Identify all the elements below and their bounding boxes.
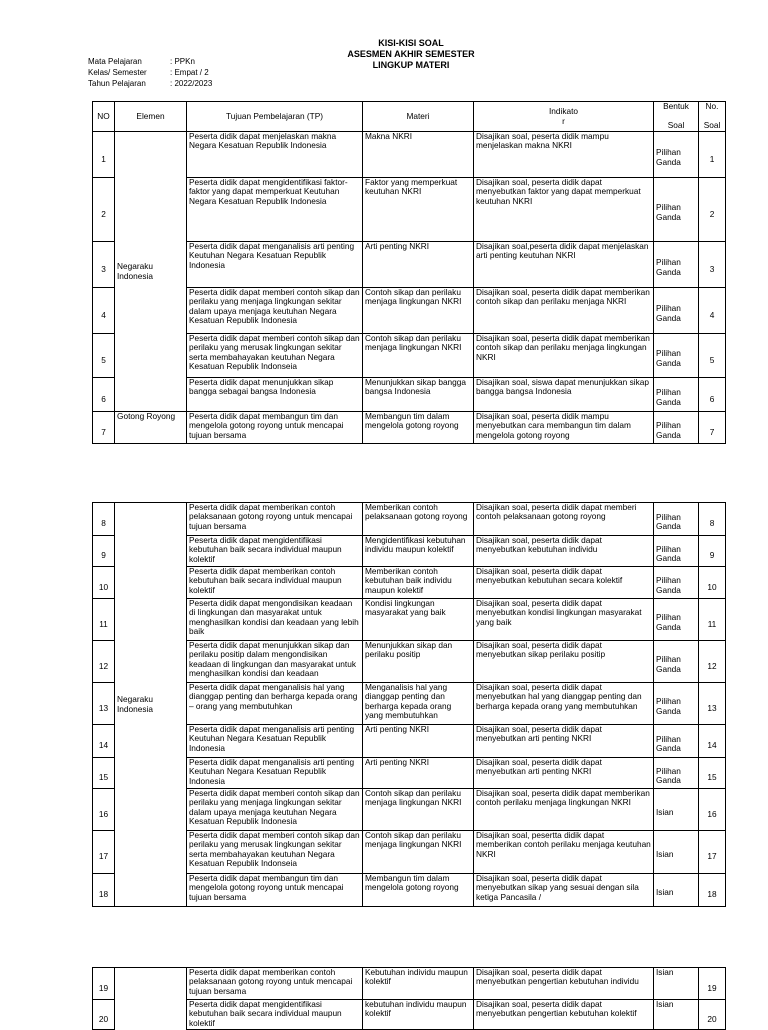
table-row bbox=[93, 288, 726, 334]
cell-no: 9 bbox=[93, 536, 115, 567]
cell-materi: Contoh sikap dan perilaku menjaga lingkungan NKRI bbox=[363, 334, 474, 378]
table-row bbox=[93, 178, 726, 242]
cell-indikator: Disajikan soal, peserta didik dapat memberikan contoh sikap dan perilaku menjaga NKRI bbox=[474, 288, 654, 334]
cell-bentuk: Isian bbox=[654, 789, 699, 831]
meta-value: : PPKn bbox=[170, 57, 195, 66]
cell-indikator: Disajikan soal, peserta didik dapat menyebutkan pengertian kebutuhan individu bbox=[474, 968, 654, 1000]
cell-no: 16 bbox=[93, 789, 115, 831]
cell-indikator: Disajikan soal, peserta didik dapat memberikan contoh sikap dan perilaku menjaga lingkungan NKRI bbox=[474, 334, 654, 378]
meta-value: : Empat / 2 bbox=[170, 68, 209, 77]
table-row bbox=[93, 683, 726, 725]
cell-indikator: Disajikan soal, peserta didik dapat menyebutkan hal yang dianggap penting dan berharga kepada orang yang membutuhkan bbox=[474, 683, 654, 725]
cell-nosoal: 1 bbox=[699, 132, 726, 178]
cell-elemen bbox=[115, 968, 187, 1030]
cell-no: 10 bbox=[93, 567, 115, 599]
cell-indikator: Disajikan soal, peserta didik mampu menyebutkan cara membangun tim dalam mengelola gotong royong bbox=[474, 412, 654, 444]
cell-indikator: Disajikan soal, peserta didik dapat menyebutkan kebutuhan individu bbox=[474, 536, 654, 567]
cell-indikator: Disajikan soal, peserta didik dapat menyebutkan kondisi lingkungan masyarakat yang baik bbox=[474, 599, 654, 641]
table-row bbox=[93, 789, 726, 831]
cell-indikator: Disajikan soal, siswa dapat menunjukkan sikap bangga bangsa Indonesia bbox=[474, 378, 654, 412]
meta-label: Kelas/ Semester bbox=[88, 68, 147, 77]
cell-indikator: Disajikan soal, peserta didik dapat menyebutkan pengertian kebutuhan kolektif bbox=[474, 1000, 654, 1030]
cell-elemen: Negaraku Indonesia bbox=[115, 132, 187, 412]
cell-bentuk: Pilihan Ganda bbox=[654, 503, 699, 536]
cell-bentuk: Pilihan Ganda bbox=[654, 536, 699, 567]
header-materi: Materi bbox=[363, 102, 474, 132]
cell-bentuk: Pilihan Ganda bbox=[654, 412, 699, 444]
cell-indikator: Disajikan soal, peserta didik dapat menyebutkan arti penting NKRI bbox=[474, 758, 654, 789]
table-row bbox=[93, 968, 726, 1000]
cell-tp: Peserta didik dapat memberikan contoh kebutuhan baik secara individual maupun kolektif bbox=[187, 567, 363, 599]
meta-label: Tahun Pelajaran bbox=[88, 79, 146, 88]
cell-no: 1 bbox=[93, 132, 115, 178]
cell-tp: Peserta didik dapat memberi contoh sikap dan perilaku yang menjaga lingkungan sekitar dalam upaya menjaga keutuhan Negara Kesatuan Republik Indonesia bbox=[187, 789, 363, 831]
cell-no: 2 bbox=[93, 178, 115, 242]
header-indikator: Indikato r bbox=[474, 102, 654, 132]
grid-table-1 bbox=[92, 101, 726, 444]
cell-tp: Peserta didik dapat mengidentifikasi kebutuhan baik secara individual maupun kolektif bbox=[187, 536, 363, 567]
cell-bentuk: Pilihan Ganda bbox=[654, 242, 699, 288]
cell-tp: Peserta didik dapat menunjukkan sikap dan perilaku positip dalam mengondisikan keadaan di lingkungan dan masyarakat untuk menghasilkan kondisi dan keadaan bbox=[187, 641, 363, 683]
table-row bbox=[93, 536, 726, 567]
cell-no: 8 bbox=[93, 503, 115, 536]
table-row bbox=[93, 412, 726, 444]
cell-no: 17 bbox=[93, 831, 115, 874]
cell-materi: Mengidentifikasi kebutuhan individu maupun kolektif bbox=[363, 536, 474, 567]
table-row bbox=[93, 334, 726, 378]
cell-no: 4 bbox=[93, 288, 115, 334]
cell-bentuk: Pilihan Ganda bbox=[654, 178, 699, 242]
cell-bentuk: Pilihan Ganda bbox=[654, 132, 699, 178]
cell-nosoal: 7 bbox=[699, 412, 726, 444]
cell-indikator: Disajikan soal, peserta didik dapat memberi contoh pelaksanaan gotong royong bbox=[474, 503, 654, 536]
cell-nosoal: 18 bbox=[699, 874, 726, 907]
cell-bentuk: Pilihan Ganda bbox=[654, 683, 699, 725]
cell-nosoal: 11 bbox=[699, 599, 726, 641]
cell-tp: Peserta didik dapat menganalisis arti penting Keutuhan Negara Kesatuan Republik Indonesia bbox=[187, 725, 363, 758]
cell-indikator: Disajikan soal,peserta didik dapat menjelaskan arti penting keutuhan NKRI bbox=[474, 242, 654, 288]
cell-materi: kebutuhan individu maupun kolektif bbox=[363, 1000, 474, 1030]
doc-title: KISI-KISI SOAL bbox=[378, 38, 444, 48]
cell-materi: Menunjukkan sikap dan perilaku positip bbox=[363, 641, 474, 683]
grid-table-3 bbox=[92, 967, 726, 1030]
cell-bentuk: Pilihan Ganda bbox=[654, 567, 699, 599]
cell-nosoal: 2 bbox=[699, 178, 726, 242]
cell-nosoal: 20 bbox=[699, 1000, 726, 1030]
cell-no: 12 bbox=[93, 641, 115, 683]
cell-materi: Arti penting NKRI bbox=[363, 242, 474, 288]
table-row bbox=[93, 378, 726, 412]
cell-materi: Makna NKRI bbox=[363, 132, 474, 178]
cell-bentuk: Pilihan Ganda bbox=[654, 334, 699, 378]
cell-nosoal: 9 bbox=[699, 536, 726, 567]
cell-bentuk: Isian bbox=[654, 831, 699, 874]
table-row bbox=[93, 1000, 726, 1030]
cell-materi: Faktor yang memperkuat keutuhan NKRI bbox=[363, 178, 474, 242]
meta-year bbox=[88, 79, 212, 89]
cell-tp: Peserta didik dapat mengidentifikasi kebutuhan baik secara individual maupun kolektif bbox=[187, 1000, 363, 1030]
cell-indikator: Disajikan soal, peserta didik dapat menyebutkan arti penting NKRI bbox=[474, 725, 654, 758]
cell-materi: Kondisi lingkungan masyarakat yang baik bbox=[363, 599, 474, 641]
cell-tp: Peserta didik dapat memberi contoh sikap dan perilaku yang merusak lingkungan sekitar serta membahayakan keutuhan Negara Kesatuan Republik Indonseia bbox=[187, 334, 363, 378]
cell-nosoal: 13 bbox=[699, 683, 726, 725]
cell-no: 13 bbox=[93, 683, 115, 725]
cell-indikator: Disajikan soal, peserta didik dapat menyebutkan kebutuhan secara kolektif bbox=[474, 567, 654, 599]
cell-indikator: Disajikan soal, peserta didik dapat menyebutkan sikap yang sesuai dengan sila ketiga Pancasila / bbox=[474, 874, 654, 907]
table-header-row bbox=[93, 102, 726, 132]
cell-bentuk: Pilihan Ganda bbox=[654, 641, 699, 683]
cell-nosoal: 12 bbox=[699, 641, 726, 683]
cell-bentuk: Pilihan Ganda bbox=[654, 599, 699, 641]
cell-indikator: Disajikan soal, peserta didik dapat memberikan contoh perilaku menjaga lingkungan NKRI bbox=[474, 789, 654, 831]
cell-bentuk: Isian bbox=[654, 1000, 699, 1030]
cell-nosoal: 5 bbox=[699, 334, 726, 378]
cell-tp: Peserta didik dapat memberikan contoh pelaksanaan gotong royong untuk mencapai tujuan bersama bbox=[187, 968, 363, 1000]
cell-nosoal: 3 bbox=[699, 242, 726, 288]
cell-no: 14 bbox=[93, 725, 115, 758]
table-row bbox=[93, 641, 726, 683]
cell-materi: Menganalisis hal yang dianggap penting dan berharga kepada orang yang membutuhkan bbox=[363, 683, 474, 725]
cell-elemen: Gotong Royong bbox=[115, 412, 187, 444]
table-row bbox=[93, 831, 726, 874]
cell-nosoal: 14 bbox=[699, 725, 726, 758]
cell-nosoal: 8 bbox=[699, 503, 726, 536]
cell-bentuk: Pilihan Ganda bbox=[654, 758, 699, 789]
header-bentuk: Bentuk Soal bbox=[654, 102, 699, 132]
cell-no: 15 bbox=[93, 758, 115, 789]
cell-tp: Peserta didik dapat mengondisikan keadaan di lingkungan dan masyarakat untuk menghasilkan kondisi dan keadaan yang lebih baik bbox=[187, 599, 363, 641]
cell-bentuk: Pilihan Ganda bbox=[654, 288, 699, 334]
cell-nosoal: 6 bbox=[699, 378, 726, 412]
cell-materi: Contoh sikap dan perilaku menjaga lingkungan NKRI bbox=[363, 288, 474, 334]
table-row bbox=[93, 725, 726, 758]
cell-tp: Peserta didik dapat menunjukkan sikap bangga sebagai bangsa Indonesia bbox=[187, 378, 363, 412]
cell-bentuk: Isian bbox=[654, 968, 699, 1000]
meta-subject bbox=[88, 57, 195, 67]
cell-indikator: Disajikan soal, peserta didik dapat menyebutkan faktor yang dapat memperkuat keutuhan NKRI bbox=[474, 178, 654, 242]
cell-tp: Peserta didik dapat memberi contoh sikap dan perilaku yang merusak lingkungan sekitar serta membahayakan keutuhan Negara Kesatuan Republik Indonseia bbox=[187, 831, 363, 874]
cell-materi: Kebutuhan individu maupun kolektif bbox=[363, 968, 474, 1000]
header-no: NO bbox=[93, 102, 115, 132]
cell-no: 20 bbox=[93, 1000, 115, 1030]
cell-materi: Arti penting NKRI bbox=[363, 758, 474, 789]
cell-materi: Contoh sikap dan perilaku menjaga lingkungan NKRI bbox=[363, 831, 474, 874]
cell-nosoal: 15 bbox=[699, 758, 726, 789]
cell-tp: Peserta didik dapat membangun tim dan mengelola gotong royong untuk mencapai tujuan bersama bbox=[187, 874, 363, 907]
cell-nosoal: 16 bbox=[699, 789, 726, 831]
cell-materi: Memberikan contoh kebutuhan baik individu maupun kolektif bbox=[363, 567, 474, 599]
cell-tp: Peserta didik dapat memberi contoh sikap dan perilaku yang menjaga lingkungan sekitar dalam upaya menjaga keutuhan Negara Kesatuan Republik Indonesia bbox=[187, 288, 363, 334]
table-row bbox=[93, 758, 726, 789]
cell-tp: Peserta didik dapat mengidentifikasi faktor- faktor yang dapat memperkuat Keutuhan Negara Kesatuan Republik Indonesia bbox=[187, 178, 363, 242]
cell-materi: Contoh sikap dan perilaku menjaga lingkungan NKRI bbox=[363, 789, 474, 831]
doc-subtitle: ASESMEN AKHIR SEMESTER bbox=[347, 49, 475, 59]
cell-no: 7 bbox=[93, 412, 115, 444]
cell-indikator: Disajikan soal, peserta didik mampu menjelaskan makna NKRI bbox=[474, 132, 654, 178]
grid-table-2 bbox=[92, 502, 726, 907]
header-tp: Tujuan Pembelajaran (TP) bbox=[187, 102, 363, 132]
meta-label: Mata Pelajaran bbox=[88, 57, 142, 66]
meta-value: : 2022/2023 bbox=[170, 79, 213, 88]
cell-no: 19 bbox=[93, 968, 115, 1000]
cell-tp: Peserta didik dapat membangun tim dan mengelola gotong royong untuk mencapai tujuan bersama bbox=[187, 412, 363, 444]
cell-no: 18 bbox=[93, 874, 115, 907]
header-elemen: Elemen bbox=[115, 102, 187, 132]
cell-nosoal: 17 bbox=[699, 831, 726, 874]
cell-tp: Peserta didik dapat memberikan contoh pelaksanaan gotong royong untuk mencapai tujuan bersama bbox=[187, 503, 363, 536]
cell-no: 6 bbox=[93, 378, 115, 412]
cell-no: 11 bbox=[93, 599, 115, 641]
table-row bbox=[93, 599, 726, 641]
header-nosoal: No. Soal bbox=[699, 102, 726, 132]
cell-bentuk: Pilihan Ganda bbox=[654, 725, 699, 758]
cell-materi: Membangun tim dalam mengelola gotong royong bbox=[363, 412, 474, 444]
cell-materi: Memberikan contoh pelaksanaan gotong royong bbox=[363, 503, 474, 536]
cell-nosoal: 10 bbox=[699, 567, 726, 599]
table-row bbox=[93, 132, 726, 178]
cell-bentuk: Pilihan Ganda bbox=[654, 378, 699, 412]
cell-nosoal: 19 bbox=[699, 968, 726, 1000]
cell-indikator: Disajikan soal, pesertta didik dapat memberikan contoh perilaku menjaga keutuhan NKRI bbox=[474, 831, 654, 874]
cell-tp: Peserta didik dapat menjelaskan makna Negara Kesatuan Republik Indonesia bbox=[187, 132, 363, 178]
cell-materi: Menunjukkan sikap bangga bangsa Indonesia bbox=[363, 378, 474, 412]
cell-materi: Arti penting NKRI bbox=[363, 725, 474, 758]
table-row bbox=[93, 503, 726, 536]
cell-materi: Membangun tim dalam mengelola gotong royong bbox=[363, 874, 474, 907]
table-row bbox=[93, 567, 726, 599]
cell-bentuk: Isian bbox=[654, 874, 699, 907]
cell-no: 5 bbox=[93, 334, 115, 378]
cell-nosoal: 4 bbox=[699, 288, 726, 334]
cell-indikator: Disajikan soal, peserta didik dapat menyebutkan sikap perilaku positip bbox=[474, 641, 654, 683]
table-row bbox=[93, 242, 726, 288]
meta-class bbox=[88, 68, 209, 78]
doc-scope: LINGKUP MATERI bbox=[372, 60, 450, 70]
cell-no: 3 bbox=[93, 242, 115, 288]
cell-tp: Peserta didik dapat menganalisis arti penting Keutuhan Negara Kesatuan Republik Indonesia bbox=[187, 242, 363, 288]
cell-tp: Peserta didik dapat menganalisis hal yang dianggap penting dan berharga kepada orang – orang yang membutuhkan bbox=[187, 683, 363, 725]
cell-elemen: Negaraku Indonesia bbox=[115, 503, 187, 907]
cell-tp: Peserta didik dapat menganalisis arti penting Keutuhan Negara Kesatuan Republik Indonesia bbox=[187, 758, 363, 789]
table-row bbox=[93, 874, 726, 907]
